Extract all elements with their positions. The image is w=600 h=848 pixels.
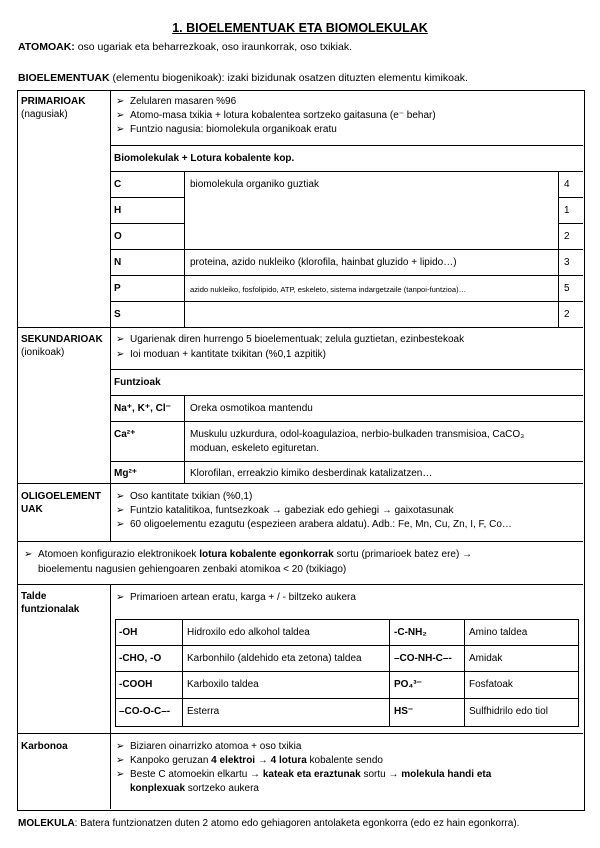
oligo-bullet: ➢ Funtzio katalitikoa, funtsezkoak → gabeziak edo gehiegi → gaixotasunak [116, 505, 454, 516]
primarioak-bullet: ➢ Funtzio nagusia: biomolekula organikoak eratu [116, 124, 337, 135]
element-cell: N [114, 257, 122, 268]
group-name: Amidak [469, 653, 503, 664]
group-formula: -COOH [119, 679, 153, 690]
group-name: Esterra [187, 706, 220, 717]
ion-desc: Klorofilan, erreakzio kimiko desberdinak katalizatzen… [190, 468, 433, 479]
element-cell: C [114, 179, 122, 190]
sekundarioak-label: SEKUNDARIOAK (ionikoak) [21, 334, 103, 358]
bond-count: 2 [564, 309, 570, 320]
karbonoa-bullet: ➢ Kanpoko geruzan 4 elektroi → 4 lotura kobalente sendo [116, 755, 383, 766]
configuration-note-cont: bioelementu nagusien gehiengoaren zenbaki atomikoa < 20 (txikiago) [38, 564, 347, 575]
ion-cell: Ca²⁺ [114, 429, 136, 440]
ion-desc: Oreka osmotikoa mantendu [190, 403, 313, 414]
ion-desc: moduan, eskeleto egituretan. [190, 443, 319, 454]
group-name: Fosfatoak [469, 679, 513, 690]
group-name: Karbonhilo (aldehido eta zetona) taldea [187, 653, 362, 664]
primarioak-label: PRIMARIOAK (nagusiak) [21, 96, 86, 120]
karbonoa-label: Karbonoa [21, 741, 68, 752]
group-formula: –CO-O-C–- [119, 706, 171, 717]
primarioak-bullet: ➢ Zelularen masaren %96 [116, 96, 237, 107]
karbonoa-bullet-cont: konplexuak sortzeko aukera [130, 783, 259, 794]
group-name: Amino taldea [469, 627, 528, 638]
group-formula: -OH [119, 627, 138, 638]
primarioak-header: Biomolekulak + Lotura kobalente kop. [114, 153, 295, 164]
element-desc: azido nukleiko, fosfolipido, ATP, eskeleto, sistema indargetzaile (tanpoi-funtzioa)… [190, 285, 467, 294]
oligo-bullet: ➢ 60 oligoelementu ezagutu (espezieen arabera aldatu). Adb.: Fe, Mn, Cu, Zn, I, F, Co… [116, 519, 512, 530]
element-cell: P [114, 283, 121, 294]
atomoak-definition: ATOMOAK: oso ugariak eta beharrezkoak, oso iraunkorrak, oso txikiak. [18, 41, 353, 53]
element-desc: proteina, azido nukleiko (klorofila, hainbat gluzido + lipido…) [190, 257, 457, 268]
element-cell: H [114, 205, 122, 216]
sekundarioak-bullet: ➢ Ugarienak diren hurrengo 5 bioelementuak; zelula guztietan, ezinbestekoak [116, 334, 465, 345]
bioelementuak-definition: BIOELEMENTUAK (elementu biogenikoak): izaki bizidunak osatzen dituzten elementu kimikoak. [18, 72, 468, 84]
karbonoa-bullet: ➢ Beste C atomoekin elkartu → kateak eta eraztunak sortu → molekula handi eta [116, 769, 492, 780]
primarioak-bullet: ➢ Atomo-masa txikia + lotura kobalentea sortzeko gaitasuna (e⁻ behar) [116, 110, 436, 121]
oligo-bullet: ➢ Oso kantitate txikian (%0,1) [116, 491, 253, 502]
bond-count: 2 [564, 231, 570, 242]
group-name: Sulfhidrilo edo tiol [469, 706, 548, 717]
group-name: Hidroxilo edo alkohol taldea [187, 627, 310, 638]
karbonoa-bullet: ➢ Biziaren oinarrizko atomoa + oso txikia [116, 741, 302, 752]
talde-funtzionalak-label: Talde funtzionalak [21, 591, 80, 615]
group-formula: -C-NH₂ [394, 627, 427, 638]
group-name: Karboxilo taldea [187, 679, 259, 690]
bond-count: 1 [564, 205, 570, 216]
group-formula: –CO-NH-C–- [394, 653, 452, 664]
configuration-note: ➢ Atomoen konfigurazio elektronikoek lotura kobalente egonkorrak sortu (primarioek batez ere) → [24, 549, 473, 560]
group-formula: -CHO, -O [119, 653, 162, 664]
sekundarioak-header: Funtzioak [114, 377, 161, 388]
element-cell: S [114, 309, 121, 320]
element-desc: biomolekula organiko guztiak [190, 179, 319, 190]
ion-cell: Mg²⁺ [114, 468, 138, 479]
oligoelementuak-label: OLIGOELEMENT UAK [21, 491, 101, 515]
talde-bullet: ➢ Primarioen artean eratu, karga + / - biltzeko aukera [116, 592, 356, 603]
ion-desc: Muskulu uzkurdura, odol-koagulazioa, nerbio-bulkaden transmisioa, CaCO₃ [190, 429, 525, 440]
group-formula: HS⁻ [394, 706, 414, 717]
bond-count: 3 [564, 257, 570, 268]
group-formula: PO₄³⁻ [394, 679, 422, 690]
bond-count: 4 [564, 179, 570, 190]
element-cell: O [114, 231, 122, 242]
page-title: 1. BIOELEMENTUAK ETA BIOMOLEKULAK [172, 21, 428, 35]
ion-cell: Na⁺, K⁺, Cl⁻ [114, 403, 171, 414]
sekundarioak-bullet: ➢ Ioi moduan + kantitate txikitan (%0,1 azpitik) [116, 349, 326, 360]
bond-count: 5 [564, 283, 570, 294]
molekula-definition: MOLEKULA: Batera funtzionatzen duten 2 atomo edo gehiagoren antolaketa egonkorra (edo ez hain egonkorra). [18, 818, 520, 829]
